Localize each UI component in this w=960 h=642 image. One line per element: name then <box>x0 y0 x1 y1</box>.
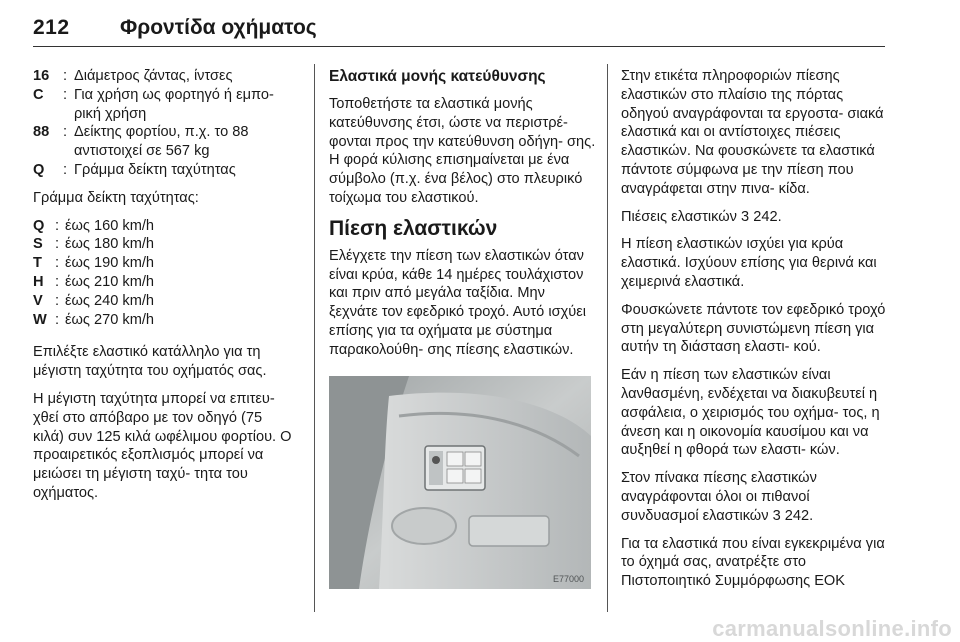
def-text: Για χρήση ως φορτηγό ή εμπο‑ ρική χρήση <box>74 86 274 122</box>
header-rule <box>33 46 885 47</box>
column-divider <box>314 64 315 612</box>
column-2 <box>329 67 597 589</box>
def-text: Διάμετρος ζάντας, ίντσες <box>74 68 233 84</box>
ref-text: Στον πίνακα πίεσης ελαστικών αναγράφονται όλοι οι πιθανοί συνδυασμοί ελαστικών <box>621 470 817 524</box>
section-title: Πίεση ελαστικών <box>329 216 498 240</box>
speed-text: έως 240 km/h <box>65 292 155 309</box>
def-text: Δείκτης φορτίου, π.χ. το 88 αντιστοιχεί σε 567 kg <box>74 124 249 160</box>
speed-list <box>33 217 296 330</box>
speed-heading: Γράμμα δείκτη ταχύτητας: <box>33 189 199 206</box>
def-sep: : <box>63 86 68 103</box>
ref-text: Πιέσεις ελαστικών <box>621 208 737 225</box>
speed-key: H <box>33 273 44 290</box>
def-text: Γράμμα δείκτη ταχύτητας <box>74 161 236 178</box>
door-frame-label-photo <box>329 376 591 589</box>
paragraph-with-ref <box>621 469 889 525</box>
def-key: C <box>33 86 44 103</box>
speed-key: V <box>33 292 43 309</box>
paragraph: Για τα ελαστικά που είναι εγκεκριμένα για το όχημά σας, ανατρέξτε στο Πιστοποιητικό Συμμόρφωσης ΕΟΚ <box>621 535 885 590</box>
speed-key: W <box>33 311 47 328</box>
paragraph: Η πίεση ελαστικών ισχύει για κρύα ελαστικά. Ισχύουν επίσης για θερινά και χειμερινά ελαστικά. <box>621 236 877 290</box>
speed-text: έως 180 km/h <box>65 236 155 253</box>
def-key: 16 <box>33 68 50 84</box>
paragraph: Φουσκώνετε πάντοτε τον εφεδρικό τροχό στη μεγαλύτερη συνιστώμενη πίεση για αυτήν τη διάσταση ελαστι‑ κού. <box>621 301 886 356</box>
page-title: Φροντίδα οχήματος <box>120 16 317 39</box>
def-key: 88 <box>33 124 50 141</box>
speed-text: έως 270 km/h <box>65 311 155 328</box>
def-sep: : <box>63 161 68 178</box>
paragraph: Εάν η πίεση των ελαστικών είναι λανθασμένη, ενδέχεται να διακυβευτεί η ασφάλεια, ο χειρισμός του οχήμα‑ τος, η άνεση και η οικονομία καυσίμου και να αυξηθεί η φθορά των ελαστι‑ κών. <box>621 367 880 459</box>
page-reference-link[interactable]: 3 242. <box>741 208 782 225</box>
paragraph-with-ref <box>621 208 889 227</box>
speed-text: έως 160 km/h <box>65 217 155 234</box>
speed-key: T <box>33 255 42 272</box>
speed-text: έως 210 km/h <box>65 273 155 290</box>
column-3 <box>621 67 889 600</box>
speed-key: S <box>33 236 43 253</box>
paragraph: Η μέγιστη ταχύτητα μπορεί να επιτευ‑ χθεί στο απόβαρο με τον οδηγό (75 κιλά) συν 125 κιλά ωφέλιμου φορτίου. Ο προαιρετικός εξοπλισμός μπορεί να μειώσει τη μέγιστη ταχύ‑ τητα του οχήματος. <box>33 390 292 501</box>
speed-key: Q <box>33 217 45 234</box>
speed-text: έως 190 km/h <box>65 255 155 272</box>
image-code: E77000 <box>552 573 584 584</box>
speed-sep: : <box>55 292 60 309</box>
page-reference-link[interactable]: 3 242. <box>772 507 814 524</box>
door-frame-illustration <box>329 376 591 589</box>
def-sep: : <box>63 124 68 141</box>
page-header <box>33 14 885 46</box>
speed-sep: : <box>55 273 60 290</box>
speed-sep: : <box>55 255 60 272</box>
watermark: carmanualsonline.info <box>712 616 952 641</box>
page-number: 212 <box>33 16 70 39</box>
def-sep: : <box>63 68 68 84</box>
paragraph: Ελέγχετε την πίεση των ελαστικών όταν είναι κρύα, κάθε 14 ημέρες τουλάχιστον και πριν από μεγάλα ταξίδια. Μην ξεχνάτε τον εφεδρικό τροχό. Αυτό ισχύει επίσης για τα οχήματα με σύστημα παρακολούθη‑ σης πίεσης ελαστικών. <box>329 247 586 358</box>
column-1 <box>33 67 296 512</box>
paragraph: Στην ετικέτα πληροφοριών πίεσης ελαστικών στο πλαίσιο της πόρτας οδηγού αναγράφονται τα εργοστα‑ σιακά ελαστικά και οι αντίστοιχες πιέσεις ελαστικών. Να φουσκώνετε τα ελαστικά πάντοτε σύμφωνα με την πίεση που αναγράφεται στην πινα‑ κίδα. <box>621 68 884 197</box>
speed-sep: : <box>55 236 60 253</box>
column-divider <box>607 64 608 612</box>
paragraph: Επιλέξτε ελαστικό κατάλληλο για τη μέγιστη ταχύτητα του οχήματός σας. <box>33 344 267 380</box>
section-heading: Ελαστικά μονής κατεύθυνσης <box>329 68 546 85</box>
def-key: Q <box>33 161 45 178</box>
speed-sep: : <box>55 311 60 328</box>
speed-sep: : <box>55 217 60 234</box>
paragraph: Τοποθετήστε τα ελαστικά μονής κατεύθυνσης έτσι, ώστε να περιστρέ‑ φονται προς την κατεύθυνση οδήγη‑ σης. Η φορά κύλισης επισημαίνεται με ένα σύμβολο (π.χ. ένα βέλος) στο πλευρικό τοίχωμα του ελαστικού. <box>329 96 596 206</box>
definition-list <box>33 67 296 180</box>
